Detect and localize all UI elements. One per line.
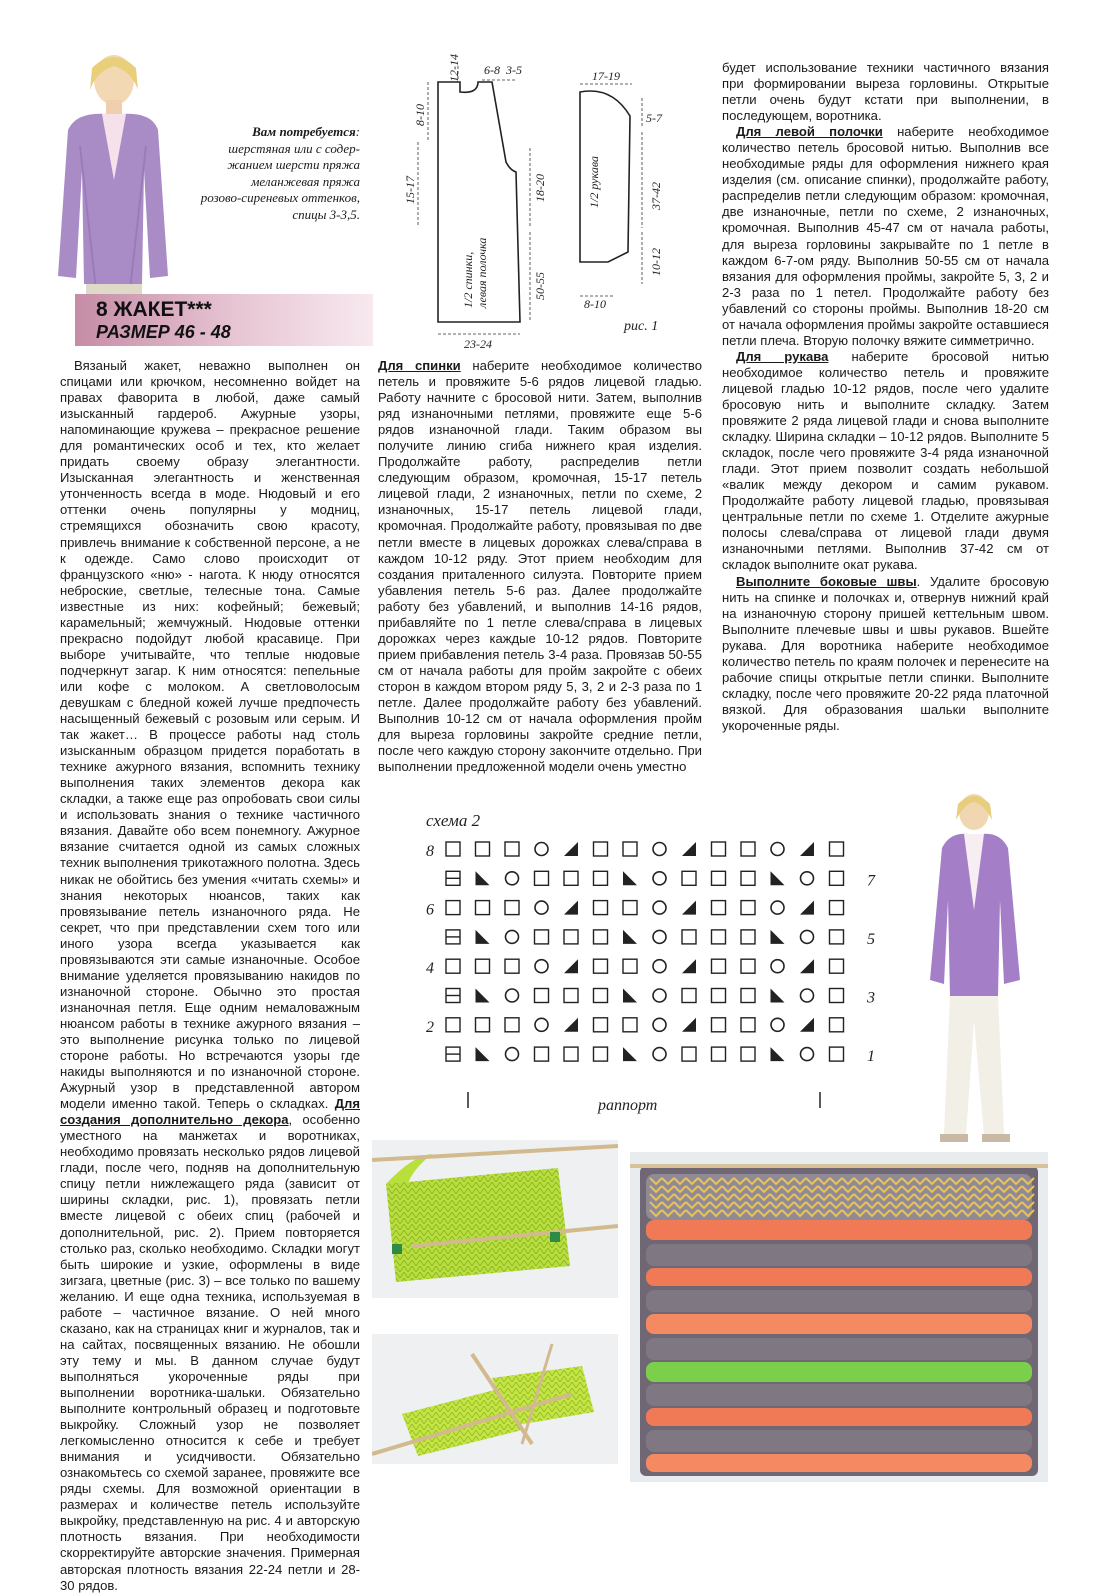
- knit-stitch-symbol: [564, 1047, 578, 1061]
- sleeve-dim-bottom: 8-10: [584, 297, 606, 311]
- knit-stitch-symbol: [712, 959, 726, 973]
- sleeve-dim-cap: 5-7: [646, 111, 662, 125]
- seams-heading: Выполните боковые швы: [736, 573, 917, 589]
- right-column: [722, 60, 1049, 734]
- yarn-over-symbol: [653, 1048, 666, 1061]
- decrease-left-symbol: [476, 1047, 490, 1061]
- sleeve-dim-cuff: 10-12: [649, 248, 663, 276]
- dim-top-width: 12-14: [447, 54, 461, 82]
- materials-line: меланжевая пряжа: [251, 173, 360, 189]
- decrease-left-symbol: [476, 930, 490, 944]
- knit-stitch-symbol: [741, 1018, 755, 1032]
- model-figure-full: [904, 790, 1054, 1162]
- sleeve-piece-label: 1/2 рукава: [587, 156, 601, 208]
- decrease-left-symbol: [623, 989, 637, 1003]
- decrease-left-symbol: [771, 989, 785, 1003]
- knit-stitch-symbol: [446, 959, 460, 973]
- knit-stitch-symbol: [535, 989, 549, 1003]
- chart-row: [426, 1018, 844, 1036]
- decrease-left-symbol: [771, 871, 785, 885]
- decrease-right-symbol: [682, 842, 696, 856]
- yarn-over-symbol: [506, 930, 519, 943]
- knit-stitch-symbol: [535, 1047, 549, 1061]
- knit-stitch-symbol: [476, 842, 490, 856]
- materials-line: шерстяная или с содер-: [228, 140, 360, 156]
- decrease-left-symbol: [476, 871, 490, 885]
- materials-line: спицы 3-3,5.: [292, 206, 360, 222]
- decrease-left-symbol: [623, 871, 637, 885]
- materials-label: Вам потребуется: [252, 124, 356, 139]
- purl-stitch-symbol: [446, 871, 460, 885]
- decrease-left-symbol: [623, 1047, 637, 1061]
- yarn-over-symbol: [653, 930, 666, 943]
- row-number-right: 5: [867, 930, 875, 948]
- sample-photo-fold: [372, 1140, 618, 1298]
- yarn-over-symbol: [535, 901, 548, 914]
- row-number-left: 4: [426, 960, 434, 978]
- diagram-caption: рис. 1: [624, 319, 659, 334]
- yarn-over-symbol: [506, 1048, 519, 1061]
- striped-swatch: [630, 1152, 1048, 1482]
- decrease-right-symbol: [564, 901, 578, 915]
- knit-stitch-symbol: [682, 989, 696, 1003]
- sleeve-dim-length: 37-42: [649, 182, 663, 210]
- yarn-over-symbol: [801, 872, 814, 885]
- knit-stitch-symbol: [594, 842, 608, 856]
- knit-stitch-symbol: [712, 930, 726, 944]
- intro-text: Вязаный жакет, неважно выполнен он спицами или крючком, несомненно войдет на правах фаворита в любой, даже самый изысканный гардероб. Ажурные узоры, напоминающие кружева – прекрасное решение для романтических особ и тех, кто желает придать своему образу элегантности. Изысканная элегантность и женственная утонченность всегда в моде. Нюдовый и его оттенки очень популярны у модниц, стремящихся обозначить свою красоту, привлечь внимание к собственной персоне, а не к одежде. Само слово происходит от французского «ню» - нагота. К нюду относятся неброские, светлые, телесные тона. Самые известные из них: кофейный; бежевый; карамельный; жемчужный. Нюдовые оттенки прекрасно подойдут любой красавице. При выборе учитывайте, что теплые нюдовые подчеркнут загар. К ним относятся: пепельные или кофе с молоком. А светловолосым девушкам с бледной кожей лучше предпочесть насыщенный бежевый с розовым или серым. И так жакет… В процессе работы над столь изысканным образцом придется поработать в технике ажурного вязания, вспомнить технику выполнения таких элементов декора как складки, а также еще раз опробовать свои силы и использовать знания о технике частичного вязания. Давайте обо всем понемногу. Ажурное вязание считается одной из самых сложных техник выполнения трикотажного полотна. Здесь никак не обойтись без умения «читать схемы» и знания некоторых нюансов, таких как провязывание петель изнаночного ряда. Не секрет, что при представлении схем того или иного узора всегда указывается как провязываются эти самые изнаночные. Особое внимание уделяется провязыванию накидов по изнаночной стороне. Обычно это простая изнаночная петля. Еще одним немаловажным нюансом работы в технике ажурного вязания – это выполнение рисунка только по лицевой стороне работы. Но встречаются узоры где накиды выполняются и по изнаночной стороне. Ажурный узор в представленной автором модели именно такой. Теперь о складках.: [60, 358, 360, 1112]
- chart-row: [426, 959, 844, 977]
- dim-length: 50-55: [533, 272, 547, 300]
- materials-line: жанием шерсти пряжа: [227, 157, 360, 172]
- purl-stitch-symbol: [446, 1047, 460, 1061]
- knit-stitch-symbol: [476, 901, 490, 915]
- yarn-over-symbol: [771, 901, 784, 914]
- sleeve-text: наберите бросовой нитью необходимое количество петель и провяжите лицевой гладью 10-12 рядов, после чего удалите бросовую нить и выполните складку. Затем провяжите 2 ряда лицевой глади и снова выполните складку. Ширина складки – 10-12 рядов. Выполните 5 складок, после чего провяжите 3-4 ряда изнаночной глади. Этот прием позволит создать небольшой «валик между декором и самим рукавом. Продолжайте работу лицевой гладью, провязывая центральные петли по схеме 1. Отделите ажурные полосы слева/справа от лицевой глади двумя изнаночными петлями. Выполнив 37-42 см от складок выполните окат рукава.: [722, 348, 1050, 573]
- dim-left-upper: 8-10: [413, 104, 427, 126]
- knit-stitch-symbol: [741, 930, 755, 944]
- knit-stitch-symbol: [535, 871, 549, 885]
- knit-stitch-symbol: [830, 959, 844, 973]
- decrease-right-symbol: [564, 842, 578, 856]
- sleeve-heading: Для рукава: [736, 348, 829, 364]
- seams-text: . Удалите бросовую нить на спинке и полочках и, отвернув нижний край на изнаночную сторону пришей кеттельным швом. Выполните плечевые швы и швы рукавов. Вшейте рукава. Для воротника наберите необходимое количество петель по краям полочек и перенесите на рабочие спицы открытые петли спинки. Выполните складку, после чего провяжите 20-22 ряда платочной вязкой. Для образования шальки выполните укороченные ряды.: [722, 573, 1050, 733]
- knit-stitch-symbol: [594, 989, 608, 1003]
- repeat-label: раппорт: [598, 1097, 658, 1114]
- knit-stitch-symbol: [594, 901, 608, 915]
- back-heading: Для спинки: [378, 358, 461, 373]
- knit-stitch-symbol: [741, 1047, 755, 1061]
- knit-stitch-symbol: [564, 989, 578, 1003]
- decrease-right-symbol: [682, 959, 696, 973]
- intro-column: [60, 358, 360, 1594]
- chart-row: [426, 842, 844, 860]
- chart-row: [446, 930, 875, 948]
- knit-stitch-symbol: [446, 842, 460, 856]
- yarn-over-symbol: [653, 960, 666, 973]
- purl-stitch-symbol: [446, 930, 460, 944]
- knit-stitch-symbol: [446, 901, 460, 915]
- knit-stitch-symbol: [682, 1047, 696, 1061]
- knit-stitch-symbol: [712, 1047, 726, 1061]
- yarn-over-symbol: [801, 930, 814, 943]
- yarn-over-symbol: [771, 843, 784, 856]
- left-front-heading: Для левой полочки: [736, 124, 883, 140]
- yarn-over-symbol: [535, 1018, 548, 1031]
- knit-stitch-symbol: [682, 930, 696, 944]
- materials-block: Вам потребуется: шерстяная или с содер- жанием шерсти пряжа меланжевая пряжа розово-сиреневых оттенков, спицы 3-3,5.: [190, 124, 360, 223]
- back-column: [378, 358, 702, 775]
- left-front-text: наберите необходимое количество петель бросовой нитью. Выполнив все необходимые ряды для оформления нижнего края изделия (см. описание спинки), продолжайте работу, распределив петли следующим образом: кромочная, две изнаночные, петли по схеме, 2 изнаночных, кромочная. Выполнив 45-47 см от начала работы, для выреза горловины закрывайте по 1 петле в каждом 6-7-ом ряду. Выполнив 50-55 см от начала вязания для оформления проймы, закройте 5, 3, 2 и 2-3 раза по 1 петел. Продолжайте работу без убавлений со стороны проймы. Выполнив 18-20 см от начала оформления проймы закройте оставшиеся петли плеча. Вторую полочку вяжите симметрично.: [722, 124, 1049, 348]
- knit-stitch-symbol: [594, 930, 608, 944]
- dim-shoulder: 3-5: [506, 63, 522, 77]
- model-figure-top: [46, 50, 178, 298]
- sample-photo-needles: [372, 1334, 618, 1464]
- decrease-right-symbol: [800, 901, 814, 915]
- decrease-right-symbol: [682, 901, 696, 915]
- knit-stitch-symbol: [830, 842, 844, 856]
- knit-stitch-symbol: [830, 930, 844, 944]
- knit-stitch-symbol: [476, 1018, 490, 1032]
- knit-stitch-symbol: [830, 1018, 844, 1032]
- yarn-over-symbol: [653, 1018, 666, 1031]
- knit-stitch-symbol: [830, 1047, 844, 1061]
- knit-stitch-symbol: [505, 1018, 519, 1032]
- back-text: наберите необходимое количество петель и провяжите 5-6 рядов лицевой гладью. Работу начните с бросовой нити. Затем, выполнив ряд изнаночными петлями, провяжите еще 5-6 рядов изнаночной глади. Таким образом вы получите линию сгиба нижнего края изделия. Продолжайте работу, распределив петли следующим образом, кромочная, 15-17 петель лицевой глади, 2 изнаночных, петли по схеме, 2 изнаночных, 15-17 петель лицевой глади, кромочная. Продолжайте работу, провязывая по две петли вместе в лицевых дорожках слева/справа в каждом 10-12 ряду. Этот прием необходим для создания приталенного силуэта. Повторите прием убавления петель 5-6 раз. Далее продолжайте работу без убавлений, и выполнив 14-16 рядов, прибавляйте по 1 петле слева/справа в лицевых дорожках через каждые 10-12 рядов. Повторите прием прибавления петель 3-4 раза. Провязав 50-55 см от начала работы для пройм закройте с обеих сторон в каждом втором ряду 5, 3, 2 и 2-3 раза по 1 петле. Далее продолжайте работу без убавлений. Выполнив 10-12 см от начала оформления пройм для выреза горловины закройте средние петли, после чего каждую сторону закончите отдельно. При выполнении предложенной модели очень уместно: [378, 358, 702, 775]
- yarn-over-symbol: [653, 843, 666, 856]
- size-label: РАЗМЕР 46 - 48: [96, 322, 231, 342]
- knitting-chart: [392, 806, 892, 1116]
- knit-stitch-symbol: [564, 930, 578, 944]
- knit-stitch-symbol: [712, 871, 726, 885]
- row-number-left: 2: [426, 1018, 434, 1036]
- knit-stitch-symbol: [594, 959, 608, 973]
- model-photo-top: [46, 50, 178, 298]
- decrease-right-symbol: [800, 1018, 814, 1032]
- knit-stitch-symbol: [594, 1047, 608, 1061]
- chart-row: [446, 871, 876, 889]
- chart-row: [446, 989, 875, 1007]
- yarn-over-symbol: [506, 872, 519, 885]
- row-number-left: 8: [426, 843, 434, 860]
- piece-label-back: 1/2 спинки,: [461, 251, 475, 308]
- yarn-over-symbol: [801, 1048, 814, 1061]
- knit-stitch-symbol: [623, 842, 637, 856]
- knit-stitch-symbol: [535, 930, 549, 944]
- cont-text: будет использование техники частичного вязания при формировании выреза горловины. Открытые петли очень будут кстати при выполнении, в последующем, воротника.: [722, 60, 1049, 124]
- knit-stitch-symbol: [505, 842, 519, 856]
- green-swatch-1: [372, 1140, 618, 1298]
- sleeve-dim-top: 17-19: [592, 69, 620, 83]
- yarn-over-symbol: [535, 960, 548, 973]
- knit-stitch-symbol: [623, 901, 637, 915]
- chart-row: [446, 1047, 875, 1065]
- schema-title: схема 2: [426, 811, 481, 830]
- decor-text: , особенно уместного на манжетах и воротниках, необходимо провязать несколько рядов лицевой глади, после чего, подняв на дополнительную спицу петли нижлежащего ряда (зависит от ширины складки, рис. 1), провязать петли вместе лицевой с обеих спиц (рабочей и дополнительной, рис. 2). Прием повторяется столько раз, сколько необходимо. Складки могут быть широкие и узкие, оформлены в виде зигзага, цветные (рис. 3) – все только по вашему желанию. И еще одна техника, используемая в работе – частичное вязание. О ней много сказано, как на страницах книг и журналов, так и на сайтах, посвященных вязанию. Не обошли эту тему и мы. В данном случае будут выполняться укороченные ряды при выполнении воротника-шальки. Обязательно выполните контрольный образец и подготовьте выкройку. Сложный узор не позволяет легкомысленно относится к себе и требует внимания и усидчивости. Обязательно ознакомьтесь со схемой заранее, провяжите все ряды схемы. Для возможной ориентации в размерах и количестве петель используйте выкройку, представленную на рис. 4 и авторскую плотность вязания. При необходимости скорректируйте авторские значения. Примерная авторская плотность вязания 22-24 петли и 28-30 рядов.: [60, 1112, 360, 1593]
- knit-stitch-symbol: [741, 901, 755, 915]
- yarn-over-symbol: [771, 960, 784, 973]
- decrease-right-symbol: [564, 959, 578, 973]
- decor-heading: Для создания дополнительно декора: [60, 1096, 361, 1128]
- yarn-over-symbol: [801, 989, 814, 1002]
- decrease-left-symbol: [623, 930, 637, 944]
- knit-stitch-symbol: [741, 842, 755, 856]
- knit-stitch-symbol: [741, 959, 755, 973]
- knit-stitch-symbol: [712, 1018, 726, 1032]
- yarn-over-symbol: [506, 989, 519, 1002]
- page-title: 8 ЖАКЕТ***: [96, 298, 212, 321]
- knit-stitch-symbol: [476, 959, 490, 973]
- yarn-over-symbol: [771, 1018, 784, 1031]
- decrease-right-symbol: [682, 1018, 696, 1032]
- knit-stitch-symbol: [712, 989, 726, 1003]
- dim-bottom: 23-24: [464, 337, 492, 351]
- knit-stitch-symbol: [446, 1018, 460, 1032]
- decrease-right-symbol: [800, 959, 814, 973]
- knit-stitch-symbol: [564, 871, 578, 885]
- row-number-right: 1: [867, 1048, 875, 1066]
- knit-stitch-symbol: [741, 989, 755, 1003]
- dim-left-mid: 15-17: [403, 176, 417, 204]
- knit-stitch-symbol: [682, 871, 696, 885]
- yarn-over-symbol: [653, 901, 666, 914]
- knit-stitch-symbol: [505, 959, 519, 973]
- chart-grid: [426, 842, 876, 1065]
- decrease-right-symbol: [564, 1018, 578, 1032]
- knit-stitch-symbol: [830, 871, 844, 885]
- green-swatch-2: [372, 1334, 618, 1464]
- knit-stitch-symbol: [712, 842, 726, 856]
- sample-photo-stripes: [630, 1152, 1048, 1482]
- decrease-left-symbol: [771, 930, 785, 944]
- knit-stitch-symbol: [830, 901, 844, 915]
- knit-stitch-symbol: [623, 1018, 637, 1032]
- dim-armhole: 18-20: [533, 174, 547, 202]
- yarn-over-symbol: [653, 872, 666, 885]
- row-number-right: 3: [867, 989, 875, 1007]
- row-number-right: 7: [867, 872, 875, 890]
- decrease-right-symbol: [800, 842, 814, 856]
- knit-stitch-symbol: [712, 901, 726, 915]
- yarn-over-symbol: [535, 843, 548, 856]
- pattern-diagram: [398, 52, 698, 352]
- knit-stitch-symbol: [594, 1018, 608, 1032]
- chart-row: [426, 901, 844, 919]
- decrease-left-symbol: [771, 1047, 785, 1061]
- knit-stitch-symbol: [594, 871, 608, 885]
- knit-stitch-symbol: [830, 989, 844, 1003]
- knit-stitch-symbol: [741, 871, 755, 885]
- yarn-over-symbol: [653, 989, 666, 1002]
- materials-line: розово-сиреневых оттенков,: [200, 190, 360, 205]
- purl-stitch-symbol: [446, 989, 460, 1003]
- decrease-left-symbol: [476, 989, 490, 1003]
- piece-label-front: левая полочка: [475, 237, 489, 308]
- dim-neck: 6-8: [484, 63, 500, 77]
- knit-stitch-symbol: [623, 959, 637, 973]
- row-number-left: 6: [426, 901, 434, 919]
- model-photo-full: [904, 790, 1054, 1162]
- knit-stitch-symbol: [505, 901, 519, 915]
